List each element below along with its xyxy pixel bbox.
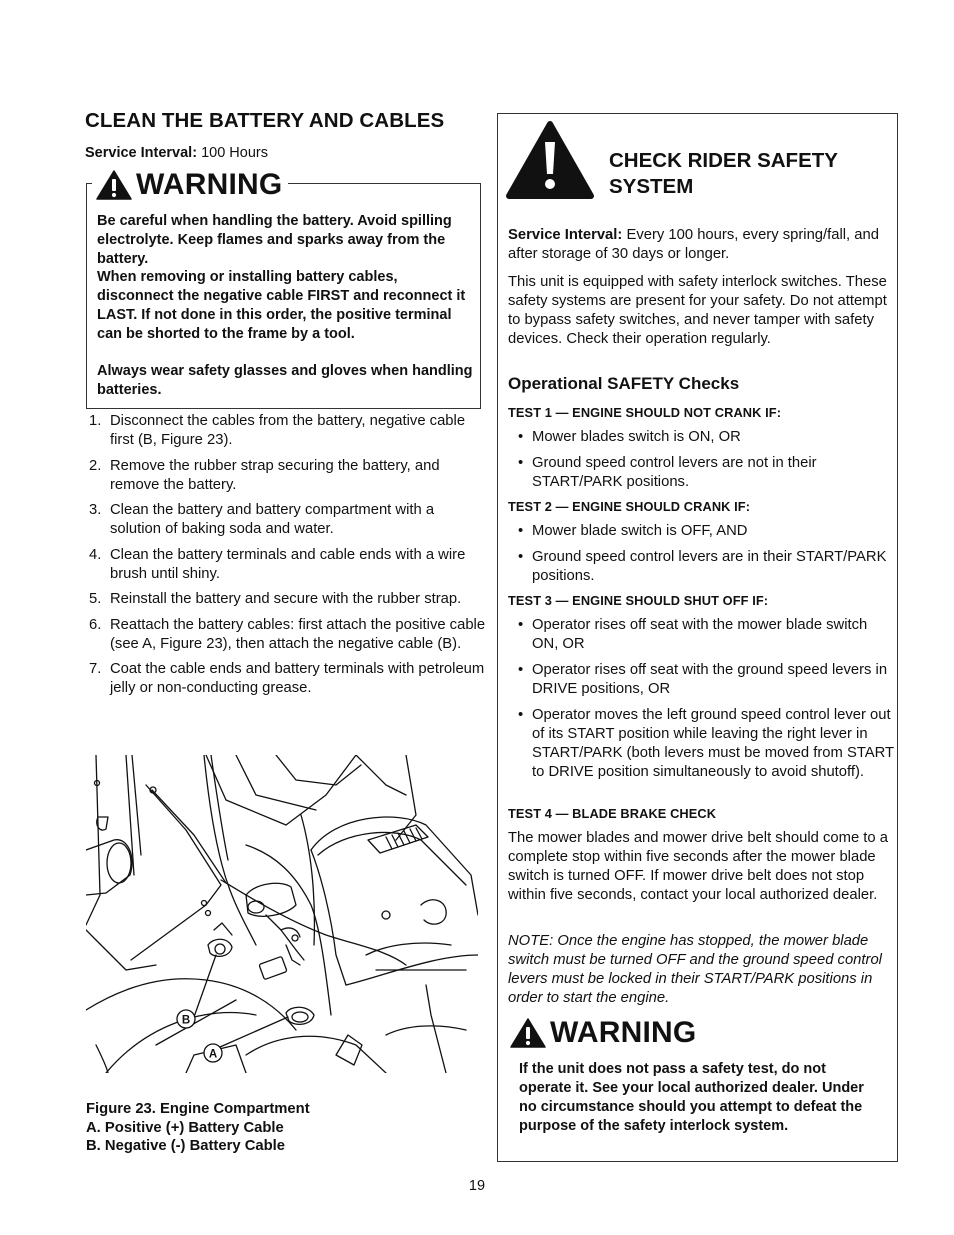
warning-paragraph: Always wear safety glasses and gloves when handling batteries. <box>97 363 473 399</box>
large-warning-triangle-icon <box>505 120 595 200</box>
list-item: • Ground speed control levers are not in their START/PARK positions. <box>516 454 894 492</box>
battery-steps-list <box>86 412 486 705</box>
figure-label-a: A <box>208 1048 218 1061</box>
service-interval-rider <box>508 226 892 264</box>
test1-list <box>516 428 894 499</box>
test1-heading: TEST 1 — ENGINE SHOULD NOT CRANK IF: <box>508 405 782 420</box>
service-interval-value: Every 100 hours, every spring/fall, and after storage of 30 days or longer. <box>508 227 879 262</box>
caption-item-b: B. Negative (-) Battery Cable <box>86 1138 285 1154</box>
list-item: • Ground speed control levers are in their START/PARK positions. <box>516 548 894 586</box>
service-interval-label: Service Interval: <box>508 227 623 243</box>
warning-triangle-icon <box>510 1018 546 1048</box>
figure-caption <box>86 1100 310 1156</box>
warning-word: WARNING <box>550 1016 697 1049</box>
note-paragraph: NOTE: Once the engine has stopped, the mower blade switch must be turned OFF and the ground speed control levers must be locked in their START/PARK positions in order to start the engine. <box>508 933 882 1006</box>
operational-checks-heading: Operational SAFETY Checks <box>508 374 740 393</box>
list-item: 1. Disconnect the cables from the battery, negative cable first (B, Figure 23). <box>89 413 466 448</box>
figure-label-b: B <box>181 1014 191 1027</box>
engine-compartment-illustration <box>86 755 478 1073</box>
test2-heading: TEST 2 — ENGINE SHOULD CRANK IF: <box>508 499 751 514</box>
list-item: • Operator rises off seat with the mower blade switch ON, OR <box>516 616 894 654</box>
warning-paragraph: Be careful when handling the battery. Avoid spilling electrolyte. Keep flames and sparks away from the battery. <box>97 213 452 267</box>
page-number: 19 <box>468 1178 486 1194</box>
test4-paragraph: The mower blades and mower drive belt should come to a complete stop within five seconds after the mower blade switch is turned OFF. If mower drive belt does not stop within five seconds, contact your local authorized dealer. <box>508 830 888 903</box>
caption-item-a: A. Positive (+) Battery Cable <box>86 1119 284 1136</box>
list-item: 5. Reinstall the battery and secure with the rubber strap. <box>89 591 462 607</box>
list-item: 6. Reattach the battery cables: first attach the positive cable (see A, Figure 23), then attach the negative cable (B). <box>89 616 486 652</box>
list-item: • Mower blade switch is OFF, AND <box>516 522 894 541</box>
list-item: • Operator moves the left ground speed control lever out of its START position while leaving the right lever in START/PARK (both levers must be moved from START to DRIVE position simultaneously to avoid shutoff). <box>516 706 894 782</box>
warning-heading-battery <box>92 168 288 202</box>
rider-intro-paragraph: This unit is equipped with safety interlock switches. These safety systems are present for your safety. Do not attempt to bypass safety switches, and never tamper with safety devices. Check their operation regularly. <box>508 274 887 347</box>
section-title-battery: CLEAN THE BATTERY AND CABLES <box>85 109 445 132</box>
test2-list <box>516 522 894 593</box>
list-item: 4. Clean the battery terminals and cable ends with a wire brush until shiny. <box>89 546 466 582</box>
engine-compartment-figure <box>86 755 478 1073</box>
warning-word: WARNING <box>136 168 283 201</box>
list-item: • Operator rises off seat with the ground speed levers in DRIVE positions, OR <box>516 661 894 699</box>
warning-paragraph: When removing or installing battery cables, disconnect the negative cable FIRST and reconnect it LAST. If not done in this order, the positive terminal can be shorted to the frame by a tool. <box>97 269 466 342</box>
service-interval-value: 100 Hours <box>201 145 268 161</box>
list-item: 2. Remove the rubber strap securing the battery, and remove the battery. <box>89 457 440 493</box>
caption-title: Figure 23. Engine Compartment <box>86 1101 310 1117</box>
warning-triangle-icon <box>96 170 132 200</box>
section-title-rider-safety: CHECK RIDER SAFETY SYSTEM <box>609 149 838 198</box>
warning-heading-safety <box>510 1016 696 1050</box>
test4-heading: TEST 4 — BLADE BRAKE CHECK <box>508 806 717 821</box>
list-item: • Mower blades switch is ON, OR <box>516 428 894 447</box>
list-item: 3. Clean the battery and battery compartment with a solution of baking soda and water. <box>89 502 435 537</box>
warning-text-safety: If the unit does not pass a safety test, do not operate it. See your local authorized dealer. Under no circumstance should you attempt to defeat the purpose of the safety interlock system. <box>519 1061 864 1134</box>
test3-heading: TEST 3 — ENGINE SHOULD SHUT OFF IF: <box>508 593 769 608</box>
service-interval-label: Service Interval: <box>85 145 198 161</box>
warning-text-battery <box>97 212 475 400</box>
service-interval-battery <box>85 144 268 163</box>
test3-list <box>516 616 894 789</box>
list-item: 7. Coat the cable ends and battery terminals with petroleum jelly or non-conducting grease. <box>89 661 485 696</box>
